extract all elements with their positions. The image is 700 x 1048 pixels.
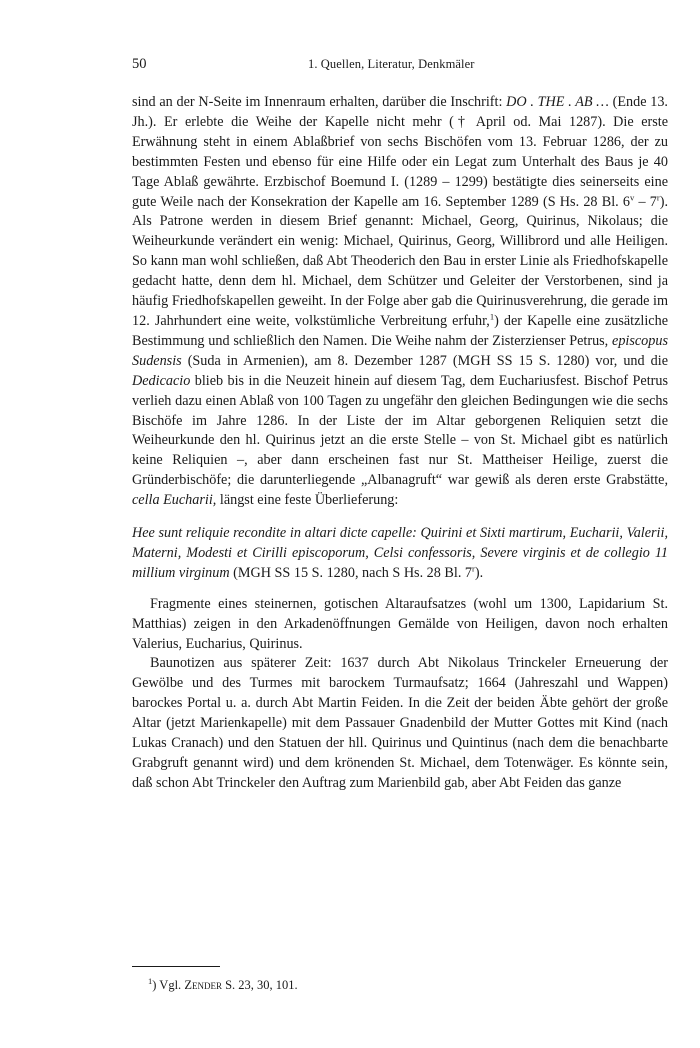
page-number: 50 — [132, 56, 147, 72]
text-run: sind an der N-Seite im Innenraum erhalten, darüber die Inschrift: — [132, 94, 507, 110]
italic-text: Dedicacio — [132, 372, 191, 389]
footnote — [148, 975, 298, 993]
footnote-author: Zender — [184, 978, 222, 992]
text-run: ). Als Patrone werden in diesem Brief genannt: Michael, Georg, Quirinus, Nikolaus; die Weiheurkunde verändert ein wenig: Michael, Quirinus, Georg, Willibrord und alle Heiligen. So kann man wohl schließen, daß Abt Theoderich den Bau in erster Linie als Friedhofskapelle gedacht hatte, denn dem hl. Michael, dem Schützer und Geleiter der Verstorbenen, sind ja häufig Friedhofskapellen geweiht. In der Folge aber gab die Quirinusverehrung, die gerade im 12. Jahrhundert eine weite, volkstümliche Verbreitung erfuhr, — [132, 193, 668, 329]
quote-paragraph — [132, 524, 668, 584]
text-run: Baunotizen aus späterer Zeit: 1637 durch Abt Nikolaus Trinckeler Erneuerung der Gewölbe und des Turmes mit barockem Turmaufsatz; 1664 (Jahreszahl und Wappen) barockes Portal u. a. durch Abt Martin Feiden. In die Zeit der beiden Äbte gehört der große Altar (jetzt Marienkapelle) mit dem Passauer Gnadenbild der Mutter Gottes mit Kind (nach Lukas Cranach) und den Statuen der hll. Quirinus und Quintinus (nach dem die benachbarte Grabgruft genannt wird) und dem krönenden St. Michael, dem Totenwäger. Es könnte sein, daß schon Abt Trinckeler den Auftrag zum Marienbild gab, aber Abt Feiden das ganze — [132, 655, 668, 791]
superscript: 1 — [489, 311, 495, 322]
text-run: – 7 — [634, 193, 657, 210]
superscript: r — [656, 191, 660, 202]
text-run: (Suda in Armenien), am 8. Dezember 1287 (MGH SS 15 S. 1280) vor, und die — [181, 352, 668, 369]
footnote-text-before: ) Vgl. — [152, 978, 185, 992]
text-run: (MGH SS 15 S. 1280, nach S Hs. 28 Bl. 7 — [229, 564, 473, 581]
text-run: längst eine feste Überlieferung: — [216, 492, 399, 509]
text-run: ) der Kapelle eine zusätzliche Bestimmung und schließlich den Namen. Die Weihe nahm der Zisterzienser Petrus, — [132, 312, 668, 349]
footnote-text-after: S. 23, 30, 101. — [221, 978, 298, 992]
italic-text: episcopus Sudensis — [132, 332, 668, 369]
footnote-rule — [132, 966, 220, 967]
text-run: Fragmente eines steinernen, gotischen Altaraufsatzes (wohl um 1300, Lapidarium St. Matthias) zeigen in den Arkadenöffnungen Gemälde von Heiligen, davon noch erhalten Valerius, Eucharius, Quirinus. — [132, 595, 668, 652]
italic-text: DO . THE . AB … — [506, 94, 609, 110]
paragraph — [132, 654, 668, 793]
text-run: blieb bis in die Neuzeit hinein auf diesem Tag, dem Euchariusfest. Bischof Petrus verlieh dazu einen Ablaß von 100 Tagen zu ungefähr den gleichen Bedingungen wie die sechs Bischöfe im Jahre 1286. In der Liste der im Altar geborgenen Reliquien setzt die Weiheurkunde den hl. Quirinus jetzt an die erste Stelle – von St. Michael gibt es natürlich keine Reliquien –, aber dann erscheinen fast nur St. Mattheiser Heilige, zuerst die Gründerbischöfe; die darunterliegende „Albanagruft“ war gewiß als deren erste Grabstätte, — [132, 372, 668, 489]
paragraph — [132, 93, 668, 511]
footnote-marker: 1 — [148, 975, 153, 986]
page-header — [132, 56, 672, 76]
text-run: (Ende 13. Jh.). Er erlebte die Weihe der Kapelle nicht mehr († April od. Mai 1287). Die erste Erwähnung steht in einem Ablaßbrief von sechs Bischöfen vom 13. Februar 1286, der zu bestimmten Festen und ebenso für eine Hilfe oder ein Legat zum Unterhalt des Baus je 40 Tage Ablaß gewährte. Erzbischof Boemund I. (1289 – 1299) bestätigte dies seinerseits eine gute Weile nach der Konsekration der Kapelle am 16. September 1289 (S Hs. 28 Bl. 6 — [132, 94, 668, 210]
body-text — [132, 93, 668, 794]
italic-text: Hee sunt reliquie recondite in altari dicte capelle: Quirini et Sixti martirum, Eucharii, Valerii, Materni, Modesti et Cirilli episcoporum, Celsi confessoris, Severe virginis et de collegio 11 millium virginum — [132, 525, 668, 581]
italic-text: cella Eucharii, — [132, 492, 217, 509]
running-head: 1. Quellen, Literatur, Denkmäler — [308, 57, 475, 71]
text-run: ). — [474, 564, 484, 581]
superscript: v — [630, 191, 635, 202]
superscript: r — [472, 563, 475, 574]
paragraph — [132, 595, 668, 655]
